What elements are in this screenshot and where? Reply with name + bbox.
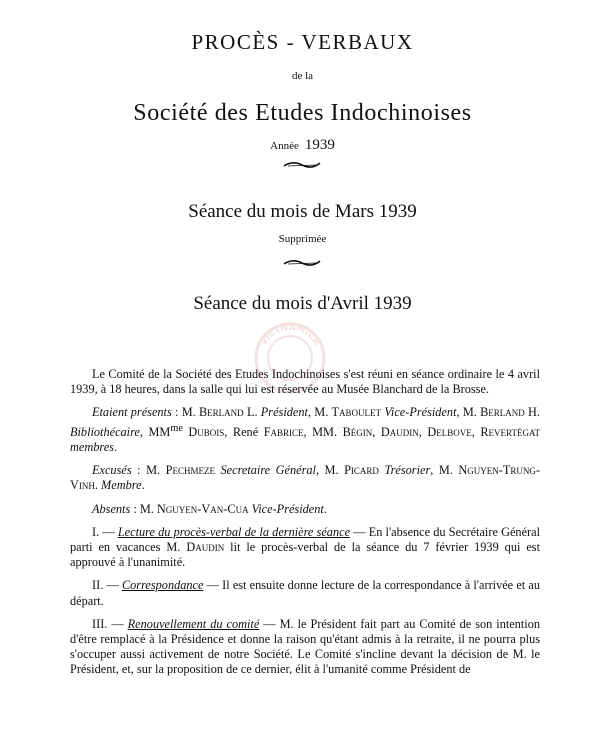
excused-paragraph: Excusés : M. Pechmeze Secretaire Général, M. Picard Trésorier, M. Nguyen-Trung-Vinh. Membre. <box>70 463 540 493</box>
section-3-title: Renouvellement du comité <box>127 616 260 631</box>
de-la-text: de la <box>291 70 314 82</box>
excused-label: Excusés <box>92 463 132 478</box>
minutes-body <box>70 367 540 686</box>
svg-text:VIETNAMICA <box>259 323 322 348</box>
present-label: Etaient présents <box>92 405 172 420</box>
april-session-heading: Séance du mois d'Avril 1939 <box>193 293 412 314</box>
march-session-heading: Séance du mois de Mars 1939 <box>188 201 417 222</box>
watermark-text: VIETNAMICA <box>258 322 322 348</box>
present-paragraph: Etaient présents : M. Berland L. Président, M. Taboulet Vice-Président, M. Berland H. Bibliothécaire, $MM^{me}$ Dubois, René Fabrice, MM. Bégin, Daudin, Delbove, Revertégat membres. <box>70 405 541 454</box>
absent-label: Absents <box>92 501 131 516</box>
intro-paragraph: Le Comité de la Société des Etudes Indochinoises s'est réuni en séance ordinaire le 4 avril 1939, à 18 heures, dans la salle qui lui est réservée au Musée Blanchard de la Brosse. <box>70 367 540 397</box>
year-line <box>0 137 605 154</box>
year-label: Année <box>270 140 299 152</box>
document-title: PROCÈS - VERBAUX <box>191 30 414 54</box>
section-2-paragraph: II. — Correspondance — Il est ensuite donne lecture de la correspondance à l'arrivée et au départ. <box>70 578 540 608</box>
absent-paragraph: Absents : M. Nguyen-Van-Cua Vice-Président. <box>92 501 327 516</box>
section-2-title: Correspondance <box>121 578 204 593</box>
ornament-flourish-icon <box>282 258 322 268</box>
ornament-flourish-icon <box>282 160 322 170</box>
section-3-paragraph: III. — Renouvellement du comité — M. le Président fait part au Comité de son intention d'être remplacé à la Présidence et donne la raison qu'étant admis à la retraite, il ne pourra plus s'occuper aussi activement de notre Société. Le Comité s'incline devant la décision de M. le Président, et, sur la proposition de ce dernier, élit à l'umanité comme Président de <box>70 616 540 677</box>
suppressed-note: Supprimée <box>278 233 327 245</box>
section-1-paragraph: I. — Lecture du procès-verbal de la dernière séance — En l'absence du Secrétaire Général parti en vacances M. Daudin lit le procès-verbal de la séance du 7 février 1939 qui est approuvé à l'unanimité. <box>70 524 541 570</box>
society-name: Société des Etudes Indochinoises <box>133 100 472 126</box>
year-value: 1939 <box>304 137 335 153</box>
section-1-title: Lecture du procès-verbal de la dernière séance <box>117 524 351 539</box>
